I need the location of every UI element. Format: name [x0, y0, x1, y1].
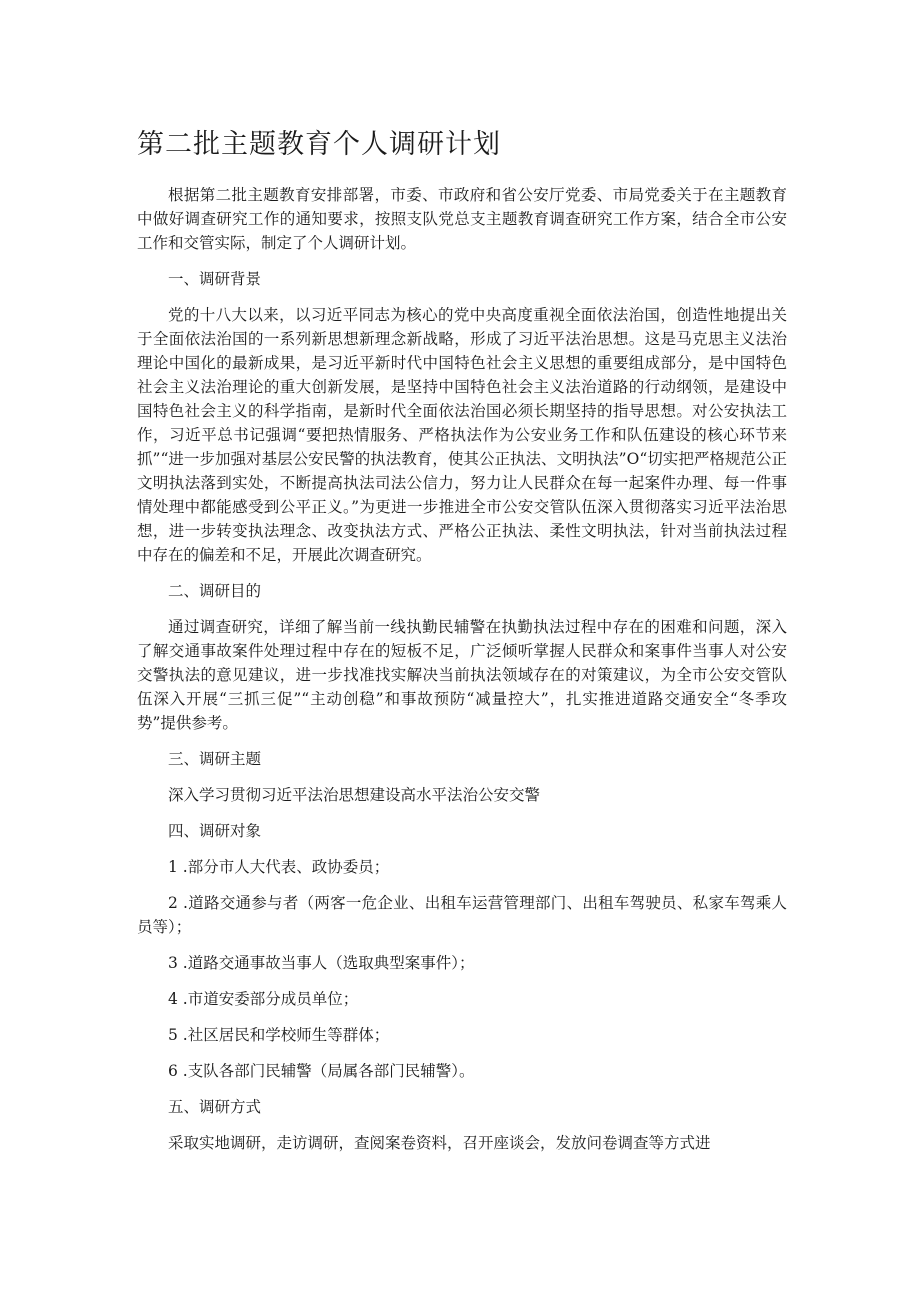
section-heading-theme: 三、调研主题 [168, 750, 262, 768]
document-title: 第二批主题教育个人调研计划 [137, 129, 501, 160]
list-item: 2 .道路交通参与者（两客一危企业、出租车运营管理部门、出租车驾驶员、私家车驾乘人员等）； [137, 894, 787, 936]
list-item: 4 .市道安委部分成员单位； [168, 990, 359, 1008]
list-item: 3 .道路交通事故当事人（选取典型案事件）； [168, 954, 475, 972]
purpose-paragraph: 通过调查研究，详细了解当前一线执勤民辅警在执勤执法过程中存在的困难和问题，深入了解交通事故案件处理过程中存在的短板不足，广泛倾听掌握人民群众和案事件当事人对公安交警执法的意见建议，进一步找准找实解决当前执法领域存在的对策建议，为全市公安交管队伍深入开展“三抓三促”“主动创稳”和事故预防“减量控大”，扎实推进道路交通安全“冬季攻势”提供参考。 [137, 618, 787, 732]
section-heading-background: 一、调研背景 [168, 270, 262, 288]
theme-paragraph: 深入学习贯彻习近平法治思想建设高水平法治公安交警 [168, 786, 541, 804]
list-item: 6 .支队各部门民辅警（局属各部门民辅警）。 [168, 1062, 475, 1080]
section-heading-method: 五、调研方式 [168, 1098, 262, 1116]
background-paragraph: 党的十八大以来，以习近平同志为核心的党中央高度重视全面依法治国，创造性地提出关于全面依法治国的一系列新思想新理念新战略，形成了习近平法治思想。这是马克思主义法治理论中国化的最新成果，是习近平新时代中国特色社会主义思想的重要组成部分，是中国特色社会主义法治理论的重大创新发展，是坚持中国特色社会主义法治道路的行动纲领，是建设中国特色社会主义的科学指南，是新时代全面依法治国必须长期坚持的指导思想。对公安执法工作，习近平总书记强调“要把热情服务、严格执法作为公安业务工作和队伍建设的核心环节来抓”“进一步加强对基层公安民警的执法教育，使其公正执法、文明执法”O“切实把严格规范公正文明执法落到实处，不断提高执法司法公信力，努力让人民群众在每一起案件办理、每一件事情处理中都能感受到公平正义。”为更进一步推进全市公安交管队伍深入贯彻落实习近平法治思想，进一步转变执法理念、改变执法方式、严格公正执法、柔性文明执法，针对当前执法过程中存在的偏差和不足，开展此次调查研究。 [137, 306, 787, 564]
section-heading-purpose: 二、调研目的 [168, 582, 262, 600]
intro-paragraph: 根据第二批主题教育安排部署，市委、市政府和省公安厅党委、市局党委关于在主题教育中做好调查研究工作的通知要求，按照支队党总支主题教育调查研究工作方案，结合全市公安工作和交管实际，制定了个人调研计划。 [137, 186, 787, 252]
section-heading-objects: 四、调研对象 [168, 822, 262, 840]
method-paragraph: 采取实地调研，走访调研，查阅案卷资料，召开座谈会，发放问卷调查等方式进 [168, 1134, 711, 1152]
list-item: 5 .社区居民和学校师生等群体； [168, 1026, 390, 1044]
list-item: 1 .部分市人大代表、政协委员； [168, 858, 390, 876]
document-body [137, 183, 787, 1155]
